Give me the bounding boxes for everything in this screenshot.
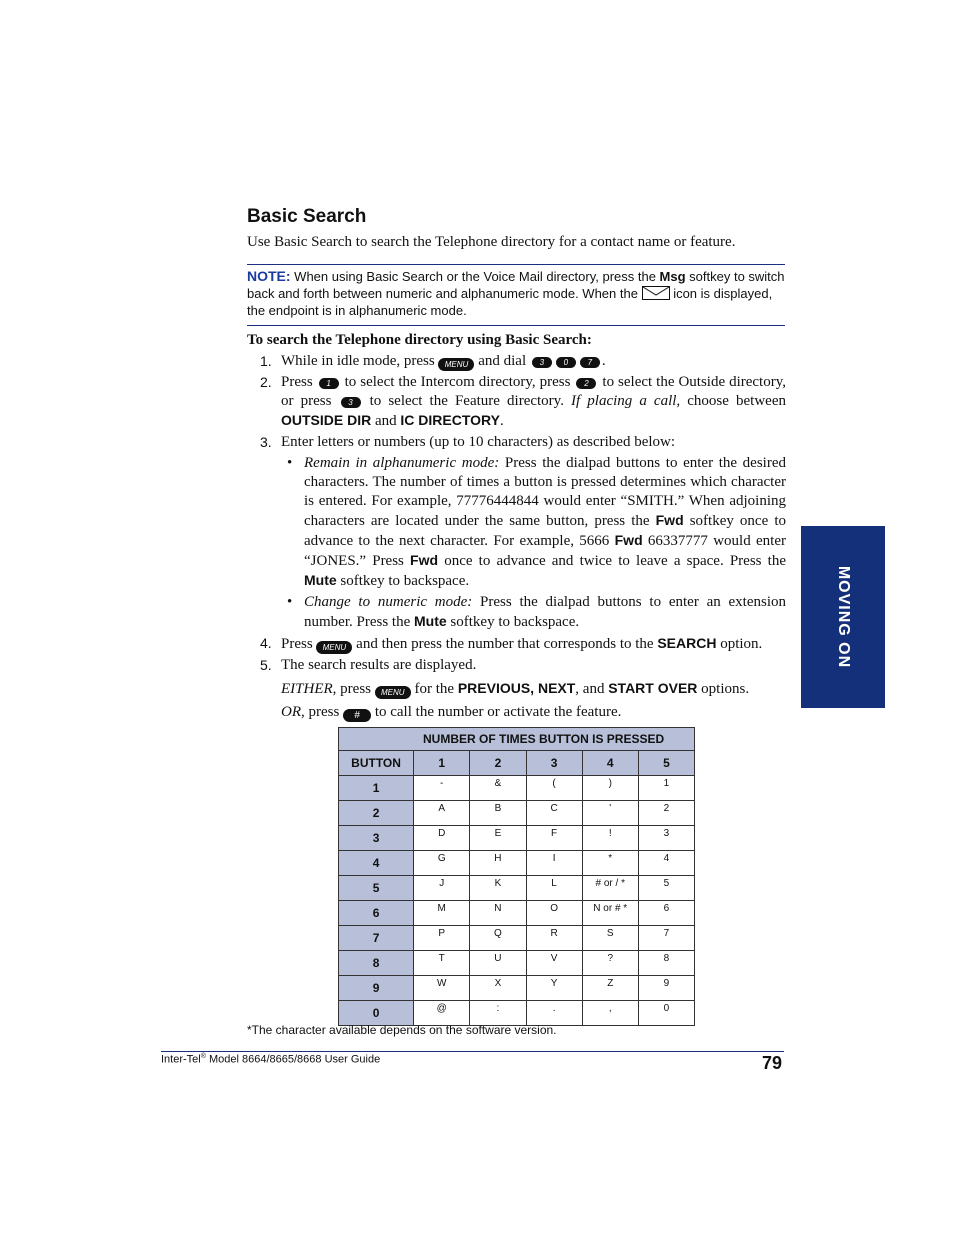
table-header-row <box>339 751 695 776</box>
character-cell: ( <box>526 776 582 801</box>
button-number-cell: 5 <box>339 876 414 901</box>
button-number-cell: 0 <box>339 1001 414 1026</box>
button-number-cell: 4 <box>339 851 414 876</box>
button-number-cell: 2 <box>339 801 414 826</box>
character-cell: M <box>414 901 470 926</box>
step-5: 5. The search results are displayed. EITHER, press MENU for the PREVIOUS, NEXT, and START OVER options. OR, press # to call the number or activate the feature. <box>260 656 786 722</box>
character-cell: H <box>470 851 526 876</box>
intro-paragraph: Use Basic Search to search the Telephone directory for a contact name or feature. <box>247 234 736 250</box>
character-cell: F <box>526 826 582 851</box>
character-cell: X <box>470 976 526 1001</box>
character-cell: ' <box>582 801 638 826</box>
menu-button-icon: MENU <box>316 641 352 654</box>
button-number-cell: 7 <box>339 926 414 951</box>
table-title-cell: NUMBER OF TIMES BUTTON IS PRESSED <box>339 728 695 751</box>
character-cell: U <box>470 951 526 976</box>
procedure-title: To search the Telephone directory using Basic Search: <box>247 332 592 348</box>
character-cell: I <box>526 851 582 876</box>
table-header: 5 <box>638 751 694 776</box>
character-cell: 1 <box>638 776 694 801</box>
character-cell: 2 <box>638 801 694 826</box>
table-header: 1 <box>414 751 470 776</box>
character-cell: # or / * <box>582 876 638 901</box>
character-cell: ) <box>582 776 638 801</box>
character-cell: N <box>470 901 526 926</box>
character-cell: 0 <box>638 1001 694 1026</box>
chapter-side-tab <box>801 526 885 708</box>
table-row <box>339 901 695 926</box>
table-row <box>339 801 695 826</box>
note-label: NOTE: <box>247 268 291 284</box>
character-cell: B <box>470 801 526 826</box>
or-line: OR, press # to call the number or activate the feature. <box>281 704 622 721</box>
button-number-cell: 6 <box>339 901 414 926</box>
table-row <box>339 926 695 951</box>
character-cell: ? <box>582 951 638 976</box>
character-cell: C <box>526 801 582 826</box>
character-cell: P <box>414 926 470 951</box>
character-cell: J <box>414 876 470 901</box>
character-cell: R <box>526 926 582 951</box>
character-cell: ! <box>582 826 638 851</box>
table-header: 3 <box>526 751 582 776</box>
button-number-cell: 9 <box>339 976 414 1001</box>
table-row <box>339 976 695 1001</box>
character-cell: Q <box>470 926 526 951</box>
section-heading: Basic Search <box>247 206 367 227</box>
character-cell: G <box>414 851 470 876</box>
bullet-numeric: • Change to numeric mode: Press the dialpad buttons to enter an extension number. Press the Mute softkey to backspace. <box>287 594 786 630</box>
character-cell: 5 <box>638 876 694 901</box>
chapter-tab-label: MOVING ON <box>835 565 852 669</box>
key-3-icon: 3 <box>532 357 552 368</box>
step-list <box>260 352 786 724</box>
either-line: EITHER, press MENU for the PREVIOUS, NEXT, and START OVER options. <box>281 680 750 697</box>
table-row <box>339 1001 695 1026</box>
character-cell: E <box>470 826 526 851</box>
character-cell: W <box>414 976 470 1001</box>
page-number: 79 <box>762 1053 783 1073</box>
character-cell: , <box>582 1001 638 1026</box>
footer-guide-title: Inter-Tel® Model 8664/8665/8668 User Guide <box>161 1053 381 1066</box>
character-cell: - <box>414 776 470 801</box>
step-1: 1. While in idle mode, press MENU and dial 3 0 7 . <box>260 353 606 369</box>
character-cell: K <box>470 876 526 901</box>
table-body <box>339 776 695 1026</box>
footer-divider <box>161 1051 784 1052</box>
key-1-icon: 1 <box>319 378 339 389</box>
table-row <box>339 826 695 851</box>
character-cell: Z <box>582 976 638 1001</box>
character-cell: 7 <box>638 926 694 951</box>
footnote: *The character available depends on the software version. <box>247 1023 557 1037</box>
character-cell: O <box>526 901 582 926</box>
character-cell: A <box>414 801 470 826</box>
key-2-icon: 2 <box>576 378 596 389</box>
table-header: 2 <box>470 751 526 776</box>
step-4: 4. Press MENU and then press the number that corresponds to the SEARCH option. <box>260 635 763 652</box>
character-cell: L <box>526 876 582 901</box>
character-table <box>338 727 695 1026</box>
table-row <box>339 951 695 976</box>
character-cell: 8 <box>638 951 694 976</box>
button-number-cell: 1 <box>339 776 414 801</box>
menu-button-icon: MENU <box>438 358 474 371</box>
character-cell: : <box>470 1001 526 1026</box>
button-number-cell: 8 <box>339 951 414 976</box>
note-box: NOTE: When using Basic Search or the Voice Mail directory, press the Msg softkey to switch back and forth between numeric and alphanumeric mode. When the icon is displayed, the endpoint is in alphanumeric mode. <box>247 264 785 326</box>
character-cell: 4 <box>638 851 694 876</box>
character-cell: 9 <box>638 976 694 1001</box>
character-cell: @ <box>414 1001 470 1026</box>
key-0-icon: 0 <box>556 357 576 368</box>
table-row <box>339 876 695 901</box>
envelope-icon <box>642 286 670 300</box>
character-cell: Y <box>526 976 582 1001</box>
character-cell: N or # * <box>582 901 638 926</box>
hash-key-icon: # <box>343 709 371 722</box>
character-cell: . <box>526 1001 582 1026</box>
step-2: 2. Press 1 to select the Intercom directory, press 2 to select the Outside directory, or press 3 to select the Feature directory. If placing a call, choose between OUTSIDE DIR and IC DIRECTORY. <box>260 374 786 429</box>
table-header: BUTTON <box>339 751 414 776</box>
table-row <box>339 776 695 801</box>
key-3-icon: 3 <box>341 397 361 408</box>
table-header: 4 <box>582 751 638 776</box>
menu-button-icon: MENU <box>375 686 411 699</box>
character-cell: 3 <box>638 826 694 851</box>
character-cell: & <box>470 776 526 801</box>
character-cell: 6 <box>638 901 694 926</box>
character-cell: S <box>582 926 638 951</box>
key-7-icon: 7 <box>580 357 600 368</box>
character-cell: * <box>582 851 638 876</box>
step-3: 3. Enter letters or numbers (up to 10 characters) as described below: • Remain in alphanumeric mode: Press the dialpad buttons to enter the desired characters. The number of times a button is pressed determines which character is entered. For example, 77776444844 would enter “SMITH.” When adjoining characters are located under the same button, press the Fwd softkey once to advance to the next character. For example, 5666 Fwd 66337777 would enter “JONES.” Press Fwd once to advance and twice to leave a space. Press the Mute softkey to backspace. • Change to numeric mode: Press the dialpad buttons to enter an extension number. Press the Mute softkey to backspace. <box>260 434 787 630</box>
bullet-alphanumeric: • Remain in alphanumeric mode: Press the dialpad buttons to enter the desired characters. The number of times a button is pressed determines which character is entered. For example, 77776444844 would enter “SMITH.” When adjoining characters are located under the same button, press the Fwd softkey once to advance to the next character. For example, 5666 Fwd 66337777 would enter “JONES.” Press Fwd once to advance and twice to leave a space. Press the Mute softkey to backspace. <box>287 455 787 589</box>
character-cell: T <box>414 951 470 976</box>
button-number-cell: 3 <box>339 826 414 851</box>
character-cell: D <box>414 826 470 851</box>
table-row <box>339 851 695 876</box>
character-cell: V <box>526 951 582 976</box>
